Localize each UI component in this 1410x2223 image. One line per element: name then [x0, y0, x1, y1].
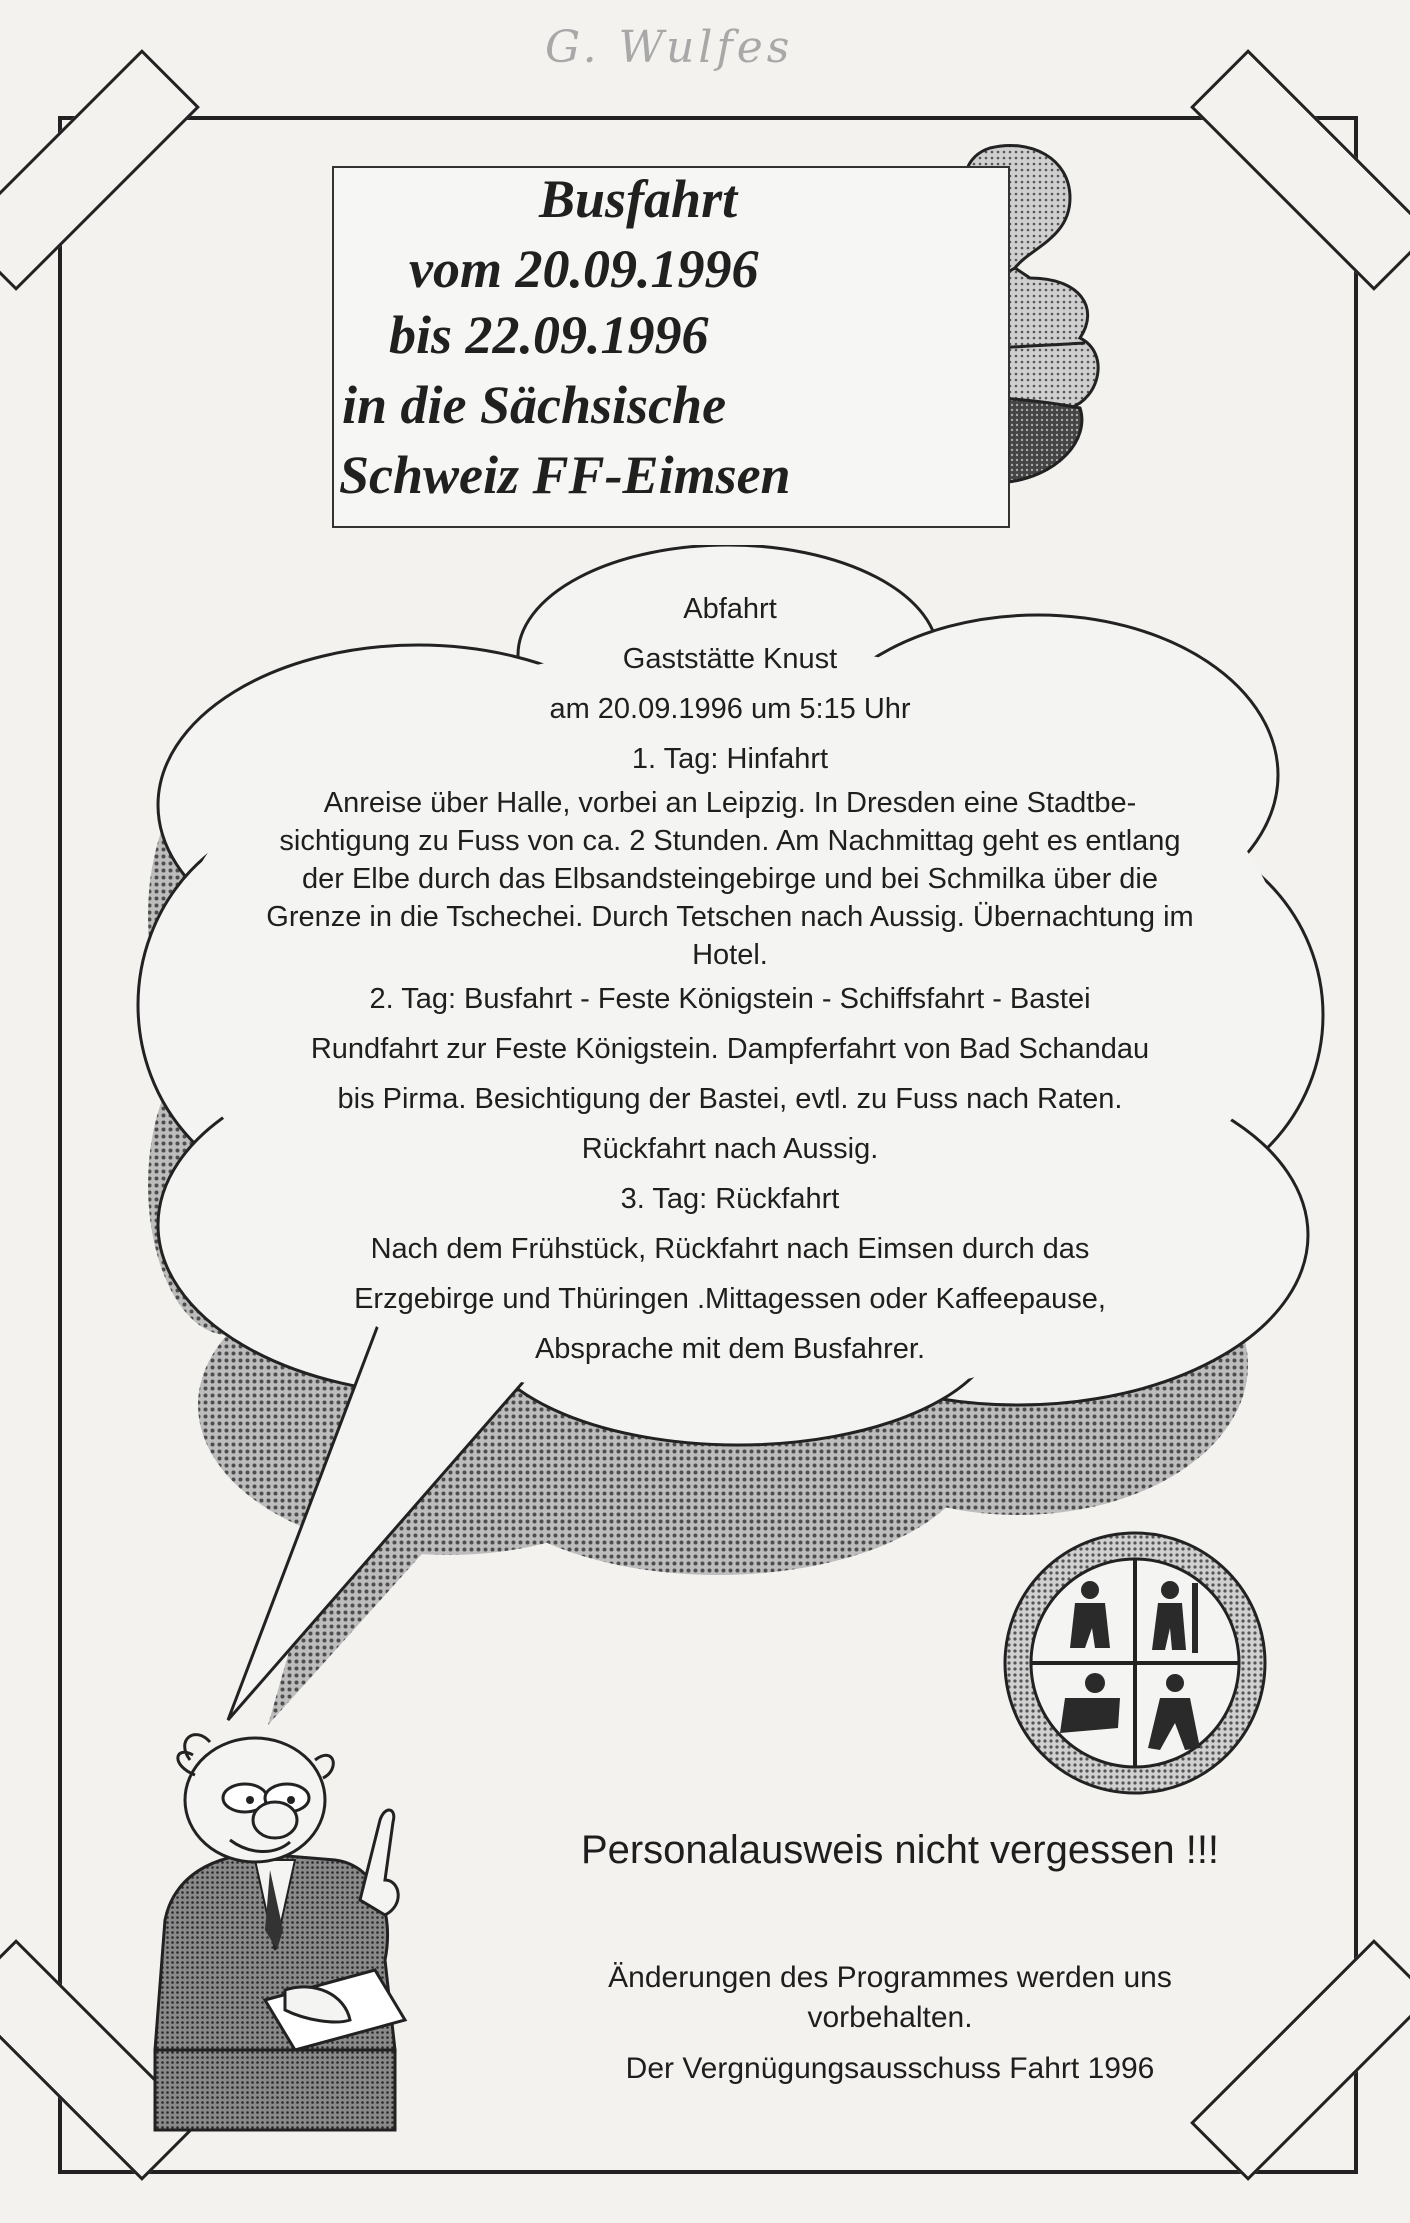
departure-time: am 20.09.1996 um 5:15 Uhr: [549, 693, 911, 725]
title-line-5: Schweiz FF-Eimsen: [339, 445, 791, 505]
day2-heading: 2. Tag: Busfahrt - Feste Königstein - Schiffsfahrt - Bastei: [369, 983, 1091, 1015]
day3-heading: 3. Tag: Rückfahrt: [620, 1183, 840, 1215]
day2-line: Rundfahrt zur Feste Königstein. Dampferfahrt von Bad Schandau: [310, 1033, 1150, 1065]
day1-line: Anreise über Halle, vorbei an Leipzig. In Dresden eine Stadtbe-: [323, 787, 1137, 819]
change-notice-line-2: vorbehalten.: [807, 2001, 973, 2034]
day3-line: Nach dem Frühstück, Rückfahrt nach Eimsen durch das: [370, 1233, 1090, 1265]
day3-line: Absprache mit dem Busfahrer.: [534, 1333, 926, 1365]
title-line-3: bis 22.09.1996: [389, 305, 709, 365]
change-notice: [480, 1958, 1300, 2038]
day3-line: Erzgebirge und Thüringen .Mittagessen oder Kaffeepause,: [354, 1283, 1106, 1315]
day2-line: bis Pirma. Besichtigung der Bastei, evtl. zu Fuss nach Raten.: [337, 1083, 1123, 1115]
day1-line: der Elbe durch das Elbsandsteingebirge und bei Schmilka über die: [301, 863, 1159, 895]
day1-line: Grenze in die Tschechei. Durch Tetschen nach Aussig. Übernachtung im: [266, 901, 1194, 933]
committee-signature: Der Vergnügungsausschuss Fahrt 1996: [625, 2052, 1155, 2085]
title-box: [332, 166, 1010, 528]
reminder-text: Personalausweis nicht vergessen !!!: [580, 1828, 1220, 1872]
cartoon-man-illustration: [135, 1720, 455, 2140]
day1-heading: 1. Tag: Hinfahrt: [631, 743, 829, 775]
handwritten-signature: G. Wulfes: [545, 22, 794, 73]
title-line-2: vom 20.09.1996: [409, 239, 759, 299]
day1-line: Hotel.: [692, 939, 768, 971]
change-notice-line-1: Änderungen des Programmes werden uns: [608, 1961, 1172, 1994]
title-line-1: Busfahrt: [539, 169, 738, 229]
fire-brigade-emblem: [1000, 1528, 1270, 1798]
program-text: [150, 584, 1310, 1374]
departure-label: Abfahrt: [683, 593, 777, 625]
day2-line: Rückfahrt nach Aussig.: [581, 1133, 879, 1165]
title-line-4: in die Sächsische: [342, 375, 727, 435]
day1-line: sichtigung zu Fuss von ca. 2 Stunden. Am Nachmittag geht es entlang: [279, 825, 1181, 857]
departure-place: Gaststätte Knust: [622, 643, 838, 675]
